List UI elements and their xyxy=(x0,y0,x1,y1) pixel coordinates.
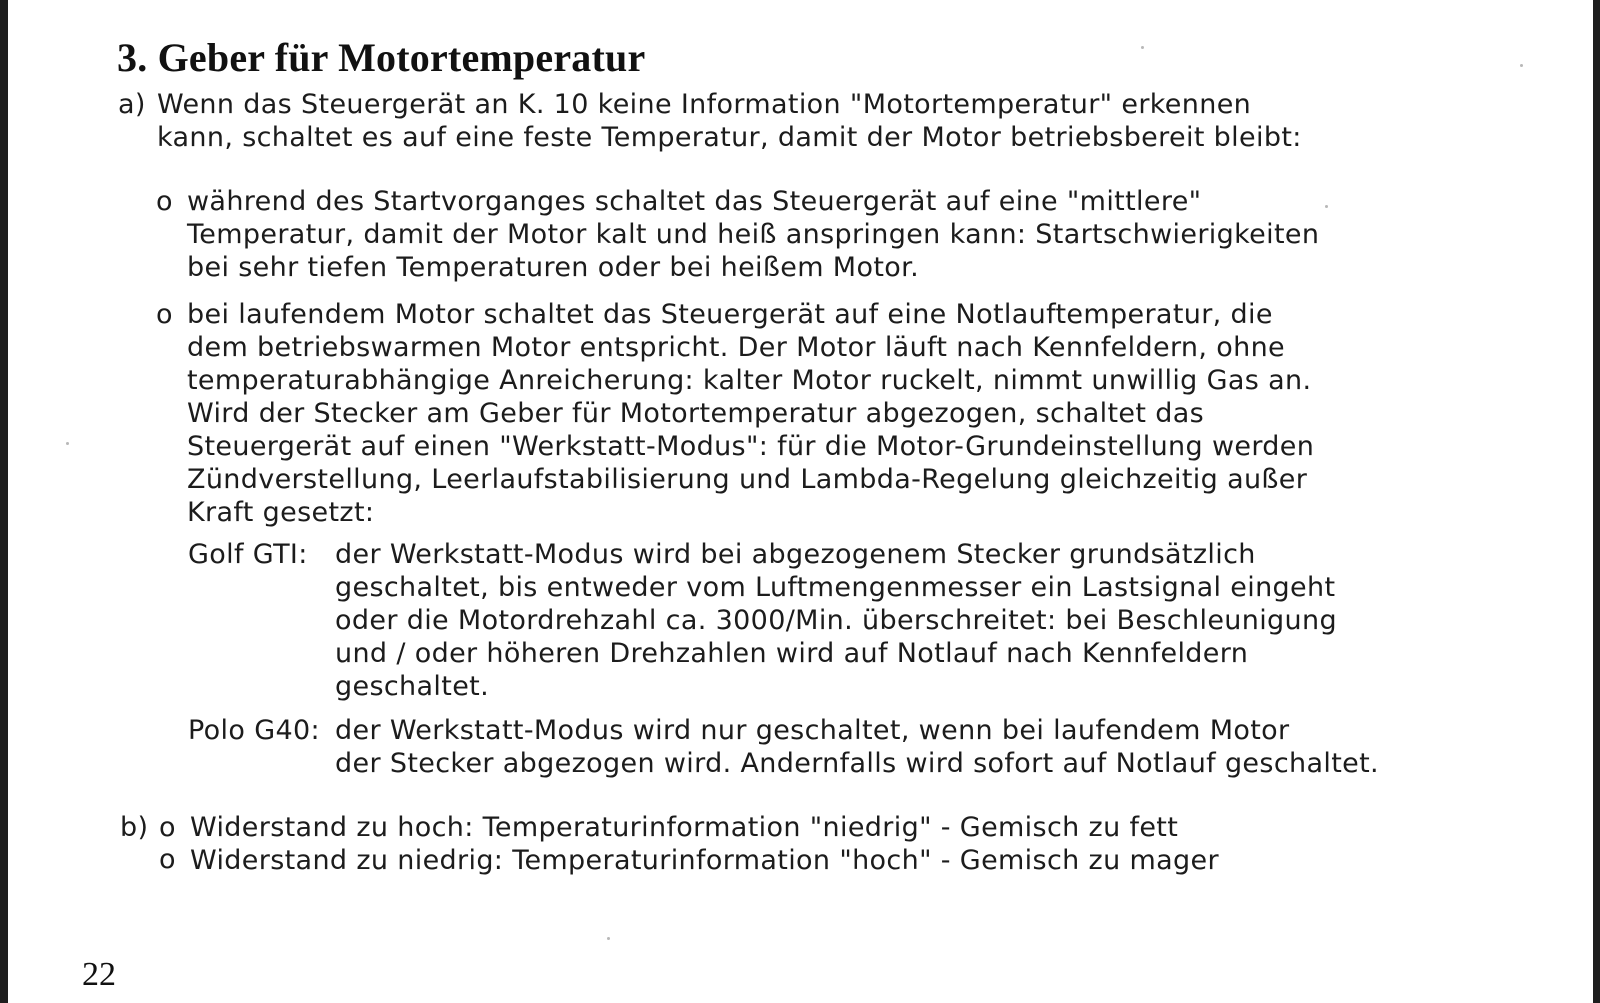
golf-gti-label: Golf GTI: xyxy=(188,539,308,570)
text-line: geschaltet. xyxy=(335,671,490,702)
text-line: kann, schaltet es auf eine feste Temperatur, damit der Motor betriebsbereit bleibt: xyxy=(157,122,1302,153)
bullet-marker: o xyxy=(156,299,173,330)
text-line: geschaltet, bis entweder vom Luftmengenmesser ein Lastsignal eingeht xyxy=(335,572,1336,603)
golf-gti-text xyxy=(335,538,1337,703)
scan-speck xyxy=(607,937,610,940)
section-a-intro xyxy=(157,88,1302,154)
section-b-text xyxy=(190,811,1219,877)
text-line: der Werkstatt-Modus wird bei abgezogenem Stecker grundsätzlich xyxy=(335,539,1256,570)
text-line: temperaturabhängige Anreicherung: kalter Motor ruckelt, nimmt unwillig Gas an. xyxy=(187,365,1312,396)
text-line: und / oder höheren Drehzahlen wird auf Notlauf nach Kennfeldern xyxy=(335,638,1249,669)
text-line: bei sehr tiefen Temperaturen oder bei heißem Motor. xyxy=(187,252,920,283)
section-b-marker: b) xyxy=(120,812,149,843)
text-line: Temperatur, damit der Motor kalt und heiß anspringen kann: Startschwierigkeiten xyxy=(187,219,1320,250)
text-line: Widerstand zu niedrig: Temperaturinformation "hoch" - Gemisch zu mager xyxy=(190,845,1219,876)
text-line: der Werkstatt-Modus wird nur geschaltet, wenn bei laufendem Motor xyxy=(335,715,1290,746)
polo-g40-label: Polo G40: xyxy=(188,715,320,746)
bullet-marker: o xyxy=(159,844,176,875)
text-line: oder die Motordrehzahl ca. 3000/Min. überschreitet: bei Beschleunigung xyxy=(335,605,1337,636)
text-line: während des Startvorganges schaltet das Steuergerät auf eine "mittlere" xyxy=(187,186,1202,217)
polo-g40-text xyxy=(335,714,1379,780)
text-line: Kraft gesetzt: xyxy=(187,497,375,528)
page-number: 22 xyxy=(82,956,116,993)
text-line: dem betriebswarmen Motor entspricht. Der Motor läuft nach Kennfeldern, ohne xyxy=(187,332,1285,363)
scan-speck xyxy=(66,442,69,445)
section-heading: 3. Geber für Motortemperatur xyxy=(117,35,646,80)
text-line: der Stecker abgezogen wird. Andernfalls wird sofort auf Notlauf geschaltet. xyxy=(335,748,1379,779)
scan-edge-right xyxy=(1593,0,1600,1003)
bullet-1-text xyxy=(187,185,1319,284)
scan-speck xyxy=(1325,205,1328,208)
text-line: Widerstand zu hoch: Temperaturinformation "niedrig" - Gemisch zu fett xyxy=(190,812,1179,843)
scan-speck xyxy=(1520,64,1523,67)
text-line: Wenn das Steuergerät an K. 10 keine Information "Motortemperatur" erkennen xyxy=(157,89,1252,120)
text-line: Steuergerät auf einen "Werkstatt-Modus": für die Motor-Grundeinstellung werden xyxy=(187,431,1315,462)
section-a-marker: a) xyxy=(118,89,146,120)
text-line: Wird der Stecker am Geber für Motortemperatur abgezogen, schaltet das xyxy=(187,398,1205,429)
bullet-2-text xyxy=(187,298,1314,529)
text-line: Zündverstellung, Leerlaufstabilisierung und Lambda-Regelung gleichzeitig außer xyxy=(187,464,1308,495)
bullet-marker: o xyxy=(159,812,176,843)
scan-edge-left xyxy=(0,0,8,1003)
text-line: bei laufendem Motor schaltet das Steuergerät auf eine Notlauftemperatur, die xyxy=(187,299,1273,330)
scan-speck xyxy=(1141,46,1144,49)
bullet-marker: o xyxy=(156,186,173,217)
